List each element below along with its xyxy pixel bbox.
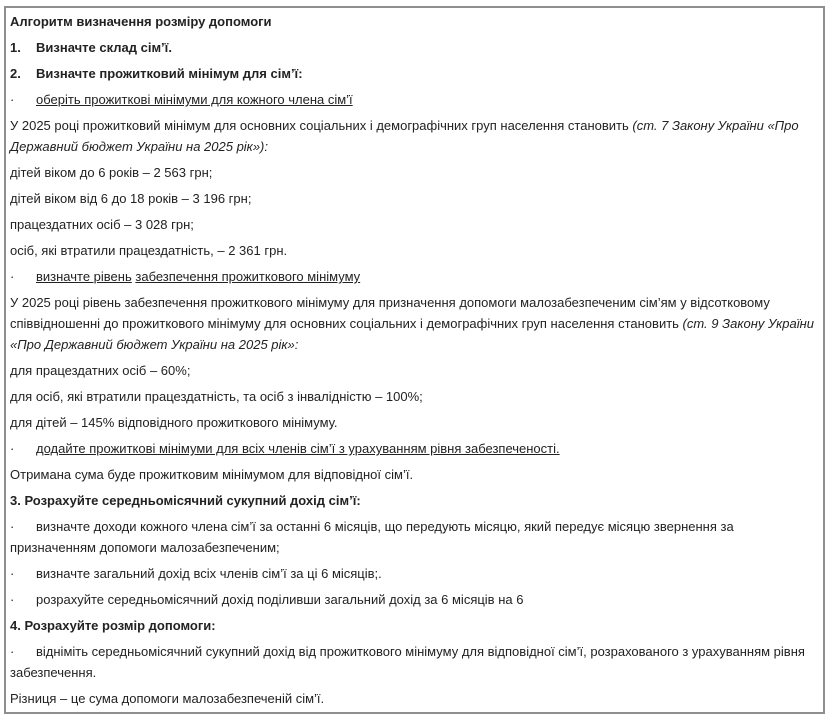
item-minimum-lost-capacity: осіб, які втратили працездатність, – 2 361 грн.: [10, 243, 288, 258]
bullet-subtract-income: [10, 641, 817, 683]
para-difference: Різниця – це сума допомоги малозабезпеченій сім’ї.: [10, 691, 325, 706]
bullet-marker: ·: [10, 644, 15, 659]
bullet-determine-level: [10, 266, 817, 287]
bullet-select-minimums: [10, 89, 817, 110]
bullet-select-minimums-text: оберіть прожиткові мінімуми для кожного члена сім’ї: [36, 92, 353, 107]
item-level-children: для дітей – 145% відповідного прожиткового мінімуму.: [10, 415, 338, 430]
step-1-number: 1.: [10, 40, 21, 55]
bullet-marker: ·: [10, 566, 15, 581]
step-4-heading: 4. Розрахуйте розмір допомоги:: [10, 618, 216, 633]
para-provision-level-2025-text: У 2025 році рівень забезпечення прожиткового мінімуму для призначення допомоги малозабезпеченим сім’ям у відсотковому співвідношенні до прожиткового мінімуму для основних соціальних і демографічних груп населення становить: [10, 295, 770, 331]
document-frame: [4, 6, 825, 714]
bullet-marker: ·: [10, 269, 15, 284]
item-minimum-able-bodied: працездатних осіб – 3 028 грн;: [10, 217, 194, 232]
bullet-total-income: [10, 563, 817, 584]
step-3-heading: 3. Розрахуйте середньомісячний сукупний дохід сім’ї:: [10, 493, 361, 508]
doc-title: Алгоритм визначення розміру допомоги: [10, 14, 272, 29]
bullet-marker: ·: [10, 519, 15, 534]
bullet-marker: ·: [10, 441, 15, 456]
bullet-subtract-income-text: відніміть середньомісячний сукупний дохід від прожиткового мінімуму для відповідної сім’ї, розрахованого з урахуванням рівня забезпечення.: [10, 644, 805, 680]
bullet-determine-incomes-text: визначте доходи кожного члена сім’ї за останні 6 місяців, що передують місяцю, який передує місяцю звернення за призначенням допомоги малозабезпеченим;: [10, 519, 734, 555]
step-2-number: 2.: [10, 66, 21, 81]
item-minimum-children-6-18: дітей віком від 6 до 18 років – 3 196 грн;: [10, 191, 252, 206]
bullet-determine-level-text-2: забезпечення прожиткового мінімуму: [135, 269, 361, 284]
bullet-marker: ·: [10, 592, 15, 607]
bullet-marker: ·: [10, 92, 15, 107]
step-1-text: Визначте склад сім’ї.: [36, 40, 172, 55]
law-citation-article-7: (ст. 7 Закону України «Про Державний бюджет України на 2025 рік»):: [10, 118, 799, 154]
para-living-minimum-2025: [10, 115, 817, 157]
item-level-lost-capacity: для осіб, які втратили працездатність, та осіб з інвалідністю – 100%;: [10, 389, 423, 404]
bullet-add-minimums: [10, 438, 817, 459]
bullet-add-minimums-text: додайте прожиткові мінімуми для всіх членів сім’ї з урахуванням рівня забезпеченості.: [36, 441, 560, 456]
bullet-average-income: [10, 589, 817, 610]
item-level-able-bodied: для працездатних осіб – 60%;: [10, 363, 191, 378]
bullet-determine-incomes: [10, 516, 817, 558]
para-provision-level-2025: [10, 292, 817, 355]
step-2: [10, 63, 817, 84]
step-1: [10, 37, 817, 58]
para-living-minimum-2025-text: У 2025 році прожитковий мінімум для основних соціальних і демографічних груп населення становить: [10, 118, 633, 133]
bullet-average-income-text: розрахуйте середньомісячний дохід поділивши загальний дохід за 6 місяців на 6: [36, 592, 524, 607]
law-citation-article-9: (ст. 9 Закону України «Про Державний бюджет України на 2025 рік»:: [10, 316, 815, 352]
para-sum-result: Отримана сума буде прожитковим мінімумом для відповідної сім’ї.: [10, 467, 414, 482]
bullet-determine-level-text-1: визначте рівень: [36, 269, 132, 284]
step-2-text: Визначте прожитковий мінімум для сім’ї:: [36, 66, 303, 81]
bullet-total-income-text: визначте загальний дохід всіх членів сім’ї за ці 6 місяців;.: [36, 566, 382, 581]
item-minimum-children-under-6: дітей віком до 6 років – 2 563 грн;: [10, 165, 213, 180]
